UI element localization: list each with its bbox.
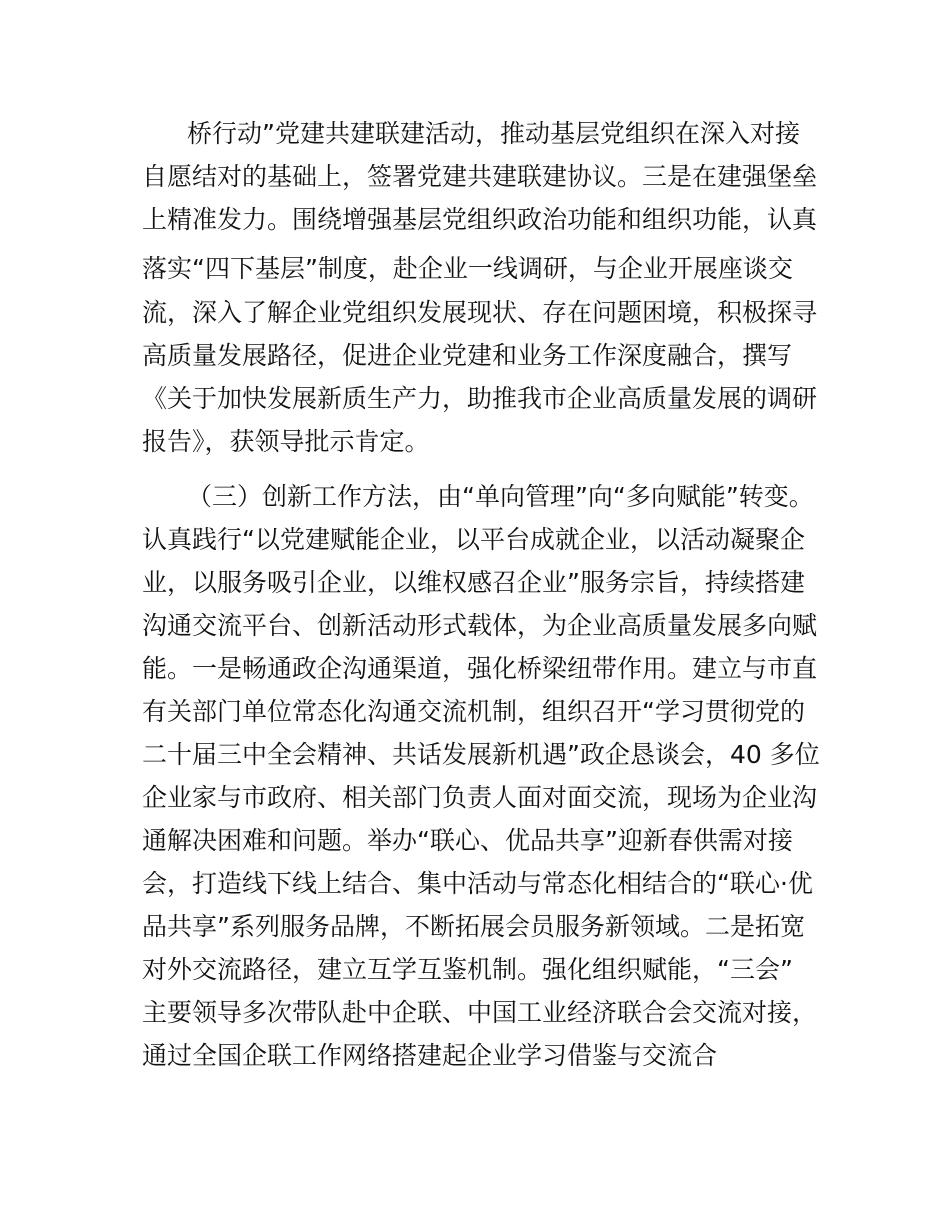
paragraph-2-line: 通过全国企联工作网络搭建起企业学习借鉴与交流合 bbox=[142, 1041, 718, 1070]
paragraph-2-line: 会，打造线下线上结合、集中活动与常态化相结合的“联心·优 bbox=[142, 869, 813, 898]
paragraph-1-line: 报告》，获领导批示肯定。 bbox=[142, 427, 430, 456]
paragraph-1-line: 流，深入了解企业党组织发展现状、存在问题困境，积极探寻 bbox=[142, 298, 818, 327]
paragraph-2-line: 通解决困难和问题。举办“联心、优品共享”迎新春供需对接 bbox=[142, 826, 793, 855]
paragraph-1-line: 落实“四下基层”制度，赴企业一线调研，与企业开展座谈交 bbox=[142, 254, 793, 283]
paragraph-2-line: 业，以服务吸引企业，以维权感召企业”服务宗旨，持续搭建 bbox=[142, 568, 805, 597]
section-heading: （三）创新工作方法，由“单向管理”向“多向赋能”转变。 bbox=[187, 482, 814, 511]
paragraph-1-line: 《关于加快发展新质生产力，助推我市企业高质量发展的调研 bbox=[142, 384, 818, 413]
paragraph-2-line: 企业家与市政府、相关部门负责人面对面交流，现场为企业沟 bbox=[142, 783, 818, 812]
paragraph-1-line: 桥行动”党建共建联建活动，推动基层党组织在深入对接 bbox=[187, 119, 800, 148]
paragraph-2-line: 二十届三中全会精神、共话发展新机遇”政企恳谈会，40 多位 bbox=[142, 740, 820, 769]
paragraph-2-line: 品共享”系列服务品牌，不断拓展会员服务新领域。二是拓宽 bbox=[142, 912, 805, 941]
paragraph-1-line: 高质量发展路径，促进企业党建和业务工作深度融合，撰写 bbox=[142, 341, 793, 370]
paragraph-2-line: 对外交流路径，建立互学互鉴机制。强化组织赋能，“三会” bbox=[142, 955, 793, 984]
paragraph-1-line: 自愿结对的基础上，签署党建共建联建协议。三是在建强堡垒 bbox=[142, 162, 818, 191]
paragraph-2-line: 沟通交流平台、创新活动形式载体，为企业高质量发展多向赋 bbox=[142, 611, 818, 640]
paragraph-2-line: 有关部门单位常态化沟通交流机制，组织召开“学习贯彻党的 bbox=[142, 697, 805, 726]
paragraph-1-line: 上精准发力。围绕增强基层党组织政治功能和组织功能，认真 bbox=[142, 205, 818, 234]
paragraph-2-line: 主要领导多次带队赴中企联、中国工业经济联合会交流对接， bbox=[142, 998, 818, 1027]
paragraph-2-line: 能。一是畅通政企沟通渠道，强化桥梁纽带作用。建立与市直 bbox=[142, 654, 818, 683]
paragraph-2-line: 认真践行“以党建赋能企业，以平台成就企业，以活动凝聚企 bbox=[142, 525, 805, 554]
